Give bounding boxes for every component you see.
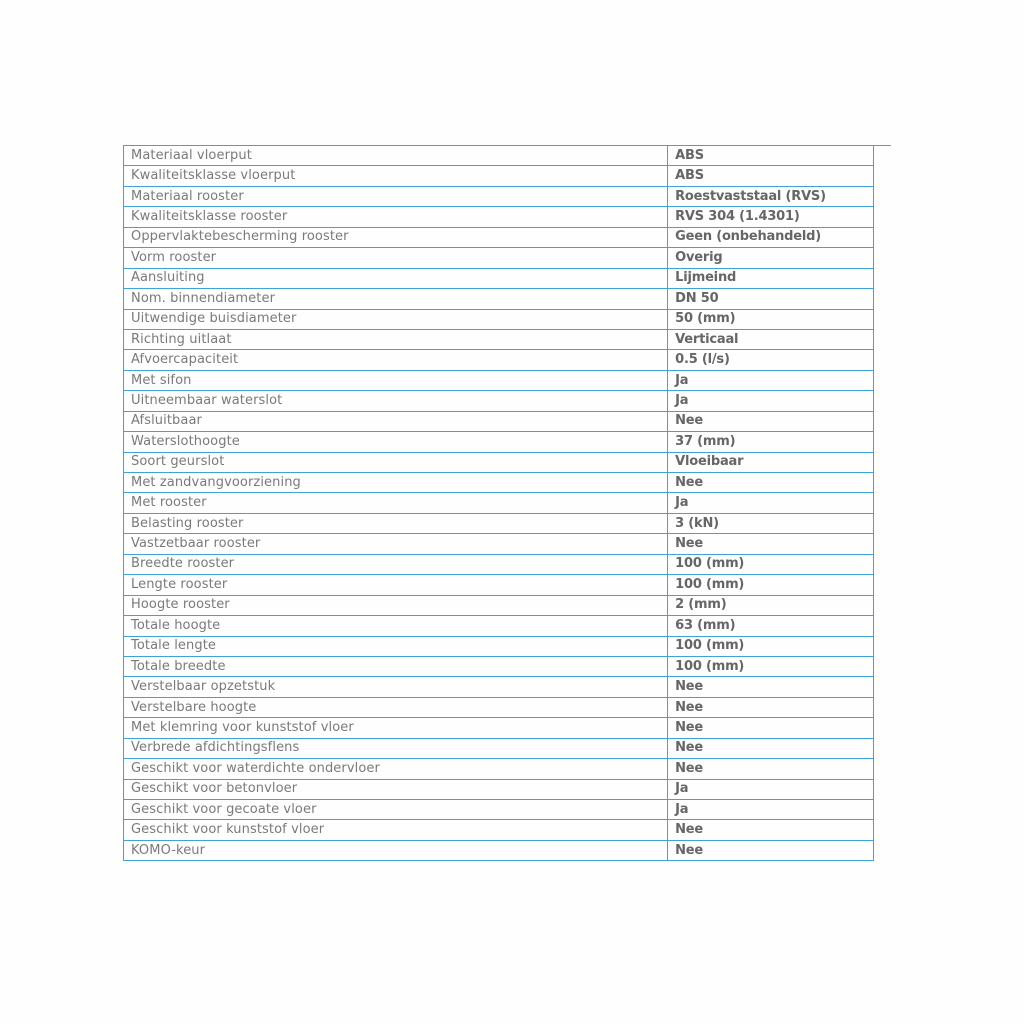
spec-label: Uitwendige buisdiameter <box>124 309 668 329</box>
spec-label: Breedte rooster <box>124 554 668 574</box>
spec-value: ABS <box>668 166 874 186</box>
spec-label: Materiaal vloerput <box>124 146 668 166</box>
spec-value: Nee <box>668 534 874 554</box>
table-row <box>124 575 874 595</box>
spec-label: Geschikt voor gecoate vloer <box>124 800 668 820</box>
spec-value: Nee <box>668 473 874 493</box>
spec-value: Verticaal <box>668 329 874 349</box>
spec-label: Met zandvangvoorziening <box>124 473 668 493</box>
table-row <box>124 677 874 697</box>
spec-label: Totale hoogte <box>124 616 668 636</box>
spec-label: Hoogte rooster <box>124 595 668 615</box>
spec-value: 100 (mm) <box>668 554 874 574</box>
spec-value: 100 (mm) <box>668 575 874 595</box>
spec-value: Nee <box>668 411 874 431</box>
table-row <box>124 227 874 247</box>
spec-value: 37 (mm) <box>668 432 874 452</box>
spec-value: Roestvaststaal (RVS) <box>668 186 874 206</box>
spec-label: Geschikt voor kunststof vloer <box>124 820 668 840</box>
spec-label: Verstelbare hoogte <box>124 697 668 717</box>
table-border-extension <box>874 145 891 146</box>
spec-value: Lijmeind <box>668 268 874 288</box>
spec-value: Overig <box>668 248 874 268</box>
table-row <box>124 656 874 676</box>
table-row <box>124 697 874 717</box>
spec-label: Oppervlaktebescherming rooster <box>124 227 668 247</box>
table-row <box>124 432 874 452</box>
table-row <box>124 309 874 329</box>
table-row <box>124 146 874 166</box>
spec-value: Ja <box>668 493 874 513</box>
table-row <box>124 616 874 636</box>
specifications-table <box>123 145 874 861</box>
spec-label: Richting uitlaat <box>124 329 668 349</box>
spec-value: Nee <box>668 738 874 758</box>
table-row <box>124 350 874 370</box>
spec-value: 0.5 (l/s) <box>668 350 874 370</box>
spec-label: Met sifon <box>124 370 668 390</box>
spec-value: 100 (mm) <box>668 656 874 676</box>
spec-value: Ja <box>668 779 874 799</box>
spec-label: Vorm rooster <box>124 248 668 268</box>
table-row <box>124 554 874 574</box>
table-row <box>124 289 874 309</box>
spec-label: Verbrede afdichtingsflens <box>124 738 668 758</box>
spec-label: Verstelbaar opzetstuk <box>124 677 668 697</box>
spec-label: KOMO-keur <box>124 840 668 860</box>
spec-label: Vastzetbaar rooster <box>124 534 668 554</box>
spec-value: Nee <box>668 759 874 779</box>
spec-value: Ja <box>668 800 874 820</box>
table-row <box>124 166 874 186</box>
table-row <box>124 820 874 840</box>
spec-label: Met rooster <box>124 493 668 513</box>
table-row <box>124 370 874 390</box>
spec-label: Kwaliteitsklasse rooster <box>124 207 668 227</box>
table-row <box>124 186 874 206</box>
table-row <box>124 718 874 738</box>
table-row <box>124 779 874 799</box>
spec-label: Aansluiting <box>124 268 668 288</box>
table-row <box>124 840 874 860</box>
table-row <box>124 800 874 820</box>
table-row <box>124 248 874 268</box>
spec-label: Lengte rooster <box>124 575 668 595</box>
spec-value: Nee <box>668 677 874 697</box>
spec-value: Nee <box>668 718 874 738</box>
table-row <box>124 473 874 493</box>
spec-value: 63 (mm) <box>668 616 874 636</box>
spec-value: Nee <box>668 697 874 717</box>
spec-label: Belasting rooster <box>124 513 668 533</box>
spec-value: Ja <box>668 391 874 411</box>
table-row <box>124 493 874 513</box>
spec-label: Soort geurslot <box>124 452 668 472</box>
table-row <box>124 329 874 349</box>
table-row <box>124 513 874 533</box>
spec-label: Totale lengte <box>124 636 668 656</box>
spec-label: Geschikt voor betonvloer <box>124 779 668 799</box>
table-row <box>124 268 874 288</box>
spec-label: Afsluitbaar <box>124 411 668 431</box>
spec-label: Kwaliteitsklasse vloerput <box>124 166 668 186</box>
spec-label: Totale breedte <box>124 656 668 676</box>
spec-value: Vloeibaar <box>668 452 874 472</box>
spec-label: Afvoercapaciteit <box>124 350 668 370</box>
spec-label: Met klemring voor kunststof vloer <box>124 718 668 738</box>
table-row <box>124 452 874 472</box>
table-row <box>124 636 874 656</box>
spec-value: 2 (mm) <box>668 595 874 615</box>
spec-value: 3 (kN) <box>668 513 874 533</box>
spec-value: Nee <box>668 840 874 860</box>
spec-label: Materiaal rooster <box>124 186 668 206</box>
table-row <box>124 534 874 554</box>
spec-value: 100 (mm) <box>668 636 874 656</box>
spec-label: Uitneembaar waterslot <box>124 391 668 411</box>
spec-label: Waterslothoogte <box>124 432 668 452</box>
spec-value: Nee <box>668 820 874 840</box>
table-row <box>124 207 874 227</box>
spec-value: 50 (mm) <box>668 309 874 329</box>
table-row <box>124 391 874 411</box>
spec-value: RVS 304 (1.4301) <box>668 207 874 227</box>
spec-value: ABS <box>668 146 874 166</box>
spec-value: Geen (onbehandeld) <box>668 227 874 247</box>
table-row <box>124 595 874 615</box>
table-row <box>124 411 874 431</box>
table-row <box>124 738 874 758</box>
table-row <box>124 759 874 779</box>
spec-label: Nom. binnendiameter <box>124 289 668 309</box>
specifications-table-body <box>124 146 874 861</box>
spec-value: DN 50 <box>668 289 874 309</box>
spec-label: Geschikt voor waterdichte ondervloer <box>124 759 668 779</box>
spec-value: Ja <box>668 370 874 390</box>
